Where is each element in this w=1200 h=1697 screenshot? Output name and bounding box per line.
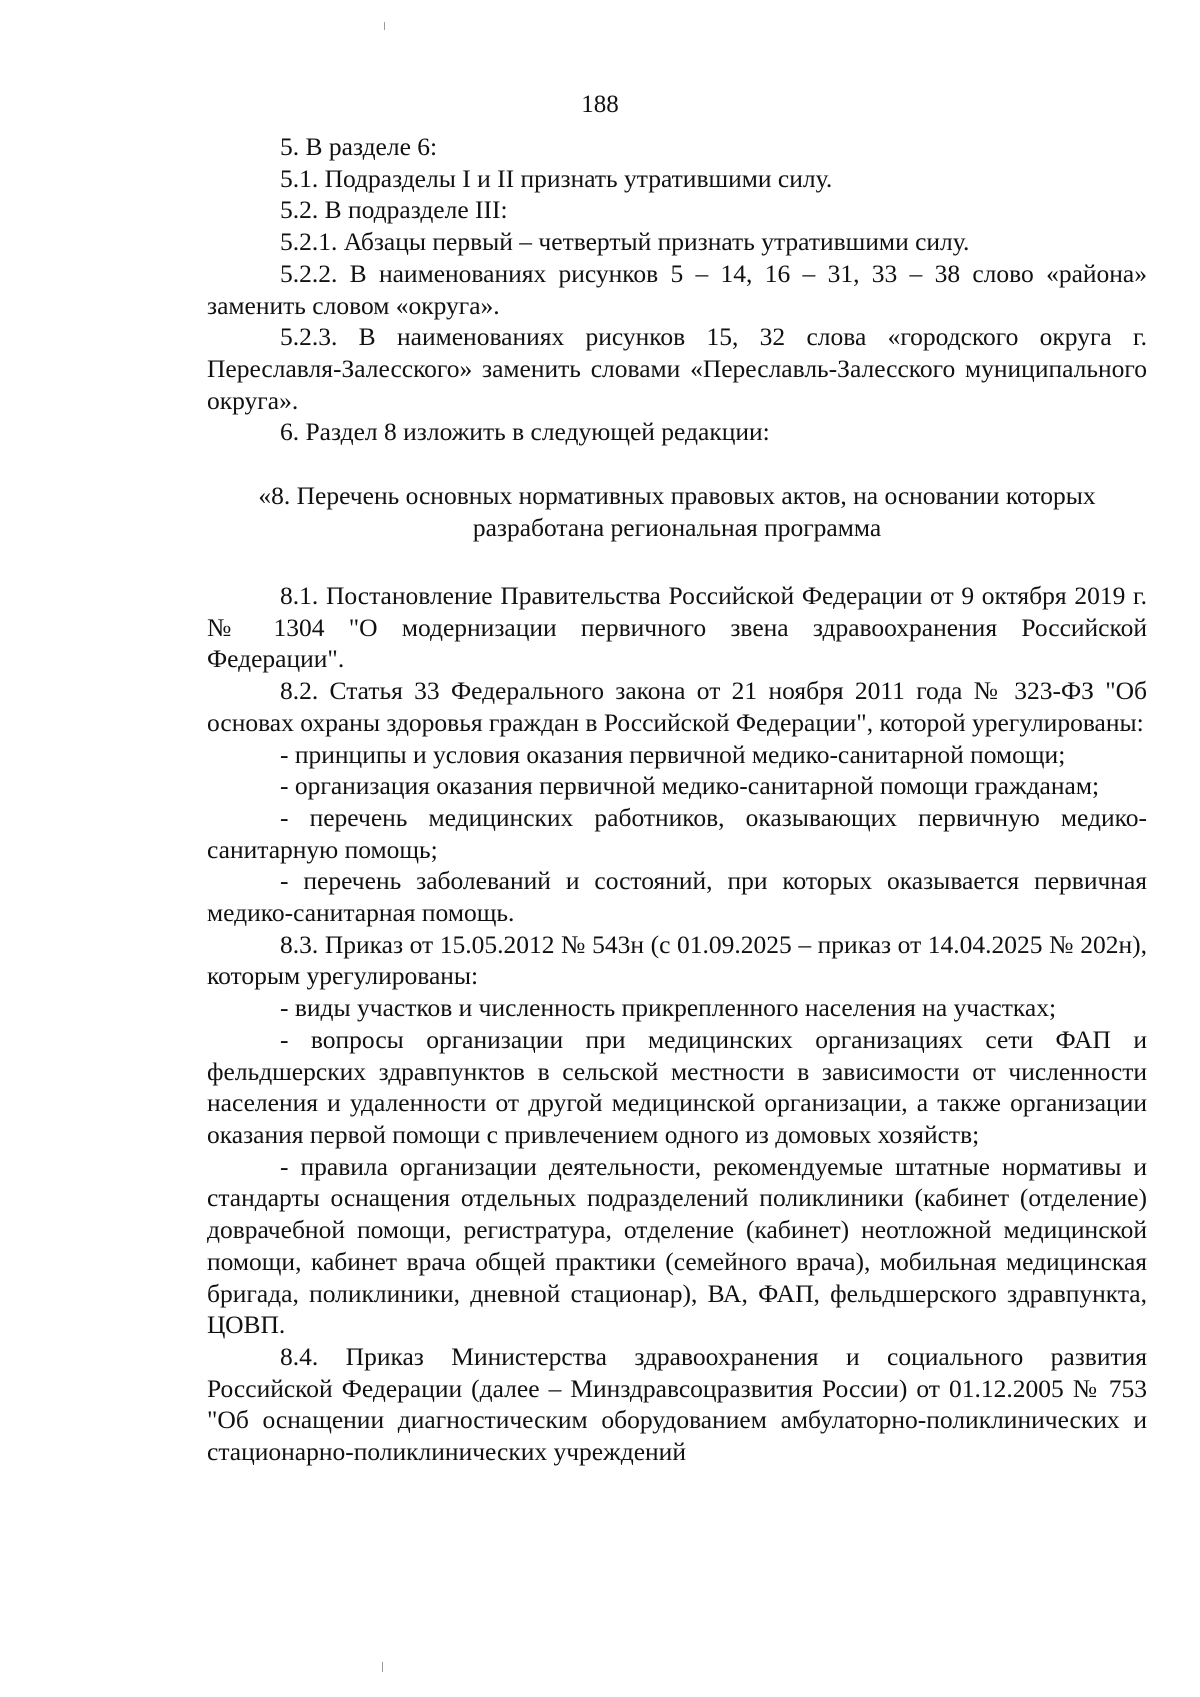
section-8-heading-line-2: разработана региональная программа <box>472 513 882 543</box>
list-item-8-2-c: - перечень медицинских работников, оказывающих первичную медико-санитарную помощь; <box>207 802 1147 864</box>
paragraph-8-3: 8.3. Приказ от 15.05.2012 № 543н (с 01.09.2025 – приказ от 14.04.2025 № 202н), которым урегулированы: <box>207 929 1147 991</box>
paragraph-5-2-3: 5.2.3. В наименованиях рисунков 15, 32 слова «городского округа г. Переславля-Залесского» заменить словами «Переславль-Залесского муниципального округа». <box>207 322 1147 415</box>
list-item-8-3-b: - вопросы организации при медицинских организациях сети ФАП и фельдшерских здравпунктов в сельской местности в зависимости от численности населения и удаленности от другой медицинской организации, а также организации оказания первой помощи с привлечением одного из домовых хозяйств; <box>207 1024 1147 1149</box>
paragraph-5-2-1: 5.2.1. Абзацы первый – четвертый признать утратившими силу. <box>280 227 970 257</box>
document-body <box>207 131 1147 1468</box>
paragraph-5-1: 5.1. Подразделы I и II признать утратившими силу. <box>280 163 833 193</box>
paragraph-5-2-2: 5.2.2. В наименованиях рисунков 5 – 14, 16 – 31, 33 – 38 слово «района» заменить словом «округа». <box>207 258 1147 320</box>
paragraph-8-1: 8.1. Постановление Правительства Российской Федерации от 9 октября 2019 г. № 1304 "О модернизации первичного звена здравоохранения Российской Федерации". <box>207 581 1147 674</box>
page-number: 188 <box>581 91 619 118</box>
paragraph-5: 5. В разделе 6: <box>280 132 438 161</box>
paragraph-6: 6. Раздел 8 изложить в следующей редакции: <box>280 417 770 447</box>
section-8-heading <box>207 480 1147 544</box>
list-item-8-3-c: - правила организации деятельности, рекомендуемые штатные нормативы и стандарты оснащения отдельных подразделений поликлиники (кабинет (отделение) доврачебной помощи, регистратура, отделение (кабинет) неотложной медицинской помощи, кабинет врача общей практики (семейного врача), мобильная медицинская бригада, поликлиники, дневной стационар), ВА, ФАП, фельдшерского здравпункта, ЦОВП. <box>207 1151 1147 1340</box>
list-item-8-2-d: - перечень заболеваний и состояний, при которых оказывается первичная медико-санитарная помощь. <box>207 866 1147 928</box>
list-item-8-3-a: - виды участков и численность прикрепленного населения на участках; <box>280 993 1057 1023</box>
paragraph-5-2: 5.2. В подразделе III: <box>280 195 508 225</box>
scan-artifact-bottom <box>382 1662 383 1672</box>
paragraph-8-4: 8.4. Приказ Министерства здравоохранения и социального развития Российской Федерации (далее – Минздравсоцразвития России) от 01.12.2005 № 753 "Об оснащении диагностическим оборудованием амбулаторно-поликлинических и стационарно-поликлинических учреждений <box>207 1341 1147 1467</box>
scan-artifact-top <box>384 22 385 30</box>
section-8-heading-line-1: «8. Перечень основных нормативных правовых актов, на основании которых <box>258 481 1096 511</box>
paragraph-8-2: 8.2. Статья 33 Федерального закона от 21 ноября 2011 года № 323-ФЗ "Об основах охраны здоровья граждан в Российской Федерации", которой урегулированы: <box>207 676 1147 737</box>
list-item-8-2-a: - принципы и условия оказания первичной медико-санитарной помощи; <box>280 739 1066 769</box>
list-item-8-2-b: - организация оказания первичной медико-санитарной помощи гражданам; <box>280 771 1100 801</box>
